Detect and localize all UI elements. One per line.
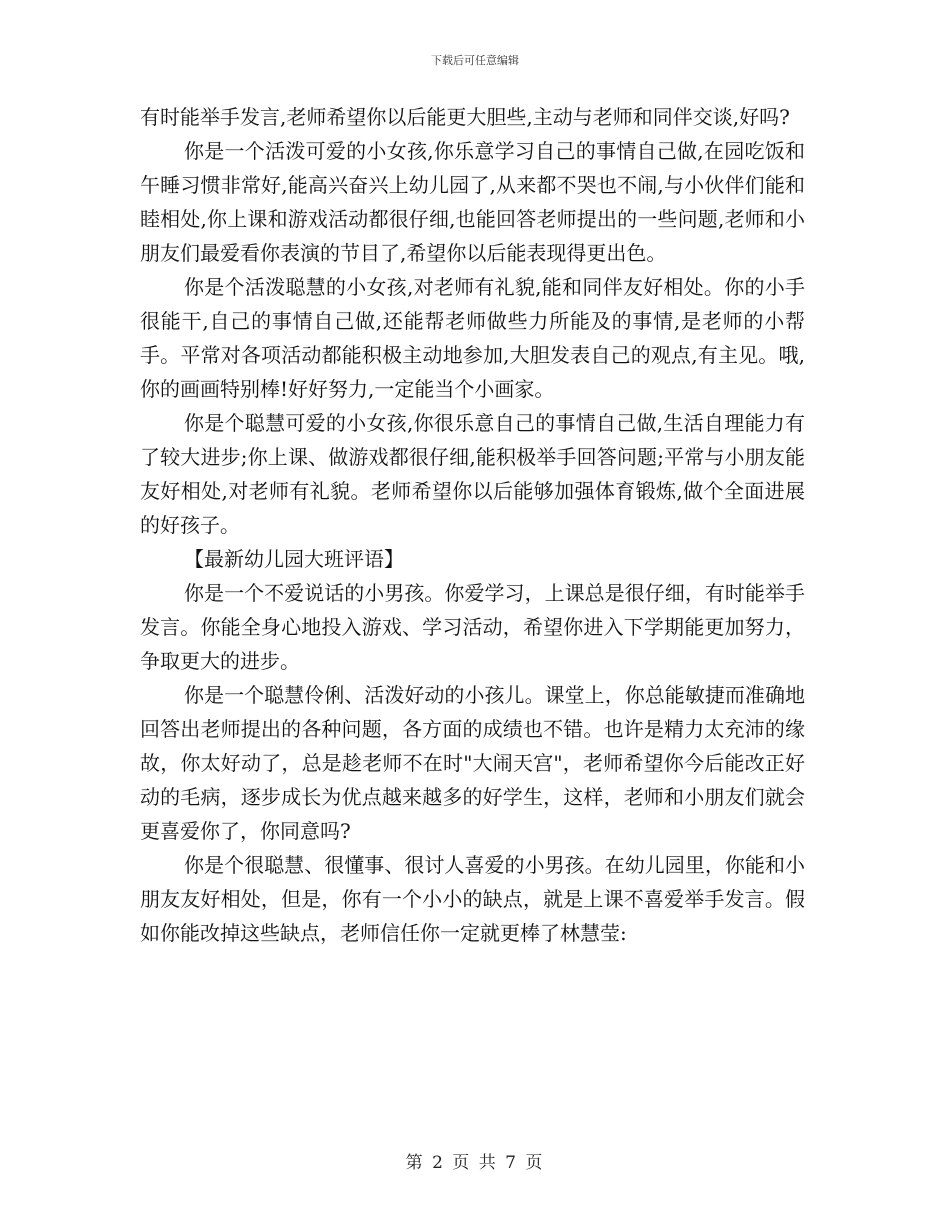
paragraph-1: 有时能举手发言,老师希望你以后能更大胆些,主动与老师和同伴交谈,好吗? (140, 105, 790, 129)
paragraph-5: 你是一个不爱说话的小男孩。你爱学习，上课总是很仔细，有时能举手发言。你能全身心地投入游戏、学习活动，希望你进入下学期能更加努力，争取更大的进步。 (140, 581, 805, 673)
paragraph-4: 你是个聪慧可爱的小女孩,你很乐意自己的事情自己做,生活自理能力有了较大进步;你上课、做游戏都很仔细,能积极举手回答问题;平常与小朋友能友好相处,对老师有礼貌。老师希望你以后能够加强体育锻炼,做个全面进展的好孩子。 (140, 411, 805, 537)
paragraph-3: 你是个活泼聪慧的小女孩,对老师有礼貌,能和同伴友好相处。你的小手很能干,自己的事情自己做,还能帮老师做些力所能及的事情,是老师的小帮手。平常对各项活动都能积极主动地参加,大胆发表自己的观点,有主见。哦,你的画画特别棒!好好努力,一定能当个小画家。 (140, 275, 805, 401)
page-header-note: 下载后可任意编辑 (431, 54, 519, 67)
paragraph-2: 你是一个活泼可爱的小女孩,你乐意学习自己的事情自己做,在园吃饭和午睡习惯非常好,能高兴奋兴上幼儿园了,从来都不哭也不闹,与小伙伴们能和睦相处,你上课和游戏活动都很仔细,也能回答老师提出的一些问题,老师和小朋友们最爱看你表演的节目了,希望你以后能表现得更出色。 (140, 139, 805, 265)
paragraph-7: 你是个很聪慧、很懂事、很讨人喜爱的小男孩。在幼儿园里，你能和小朋友友好相处，但是，你有一个小小的缺点，就是上课不喜爱举手发言。假如你能改掉这些缺点，老师信任你一定就更棒了林慧莹: (140, 853, 805, 945)
page-number: 第 2 页 共 7 页 (405, 1153, 545, 1173)
paragraph-6: 你是一个聪慧伶俐、活泼好动的小孩儿。课堂上，你总能敏捷而准确地回答出老师提出的各种问题，各方面的成绩也不错。也许是精力太充沛的缘故，你太好动了，总是趁老师不在时"大闹天宫"，老师希望你今后能改正好动的毛病，逐步成长为优点越来越多的好学生，这样，老师和小朋友们就会更喜爱你了，你同意吗? (140, 683, 805, 843)
document-body (140, 100, 805, 950)
section-heading: 【最新幼儿园大班评语】 (184, 547, 404, 571)
